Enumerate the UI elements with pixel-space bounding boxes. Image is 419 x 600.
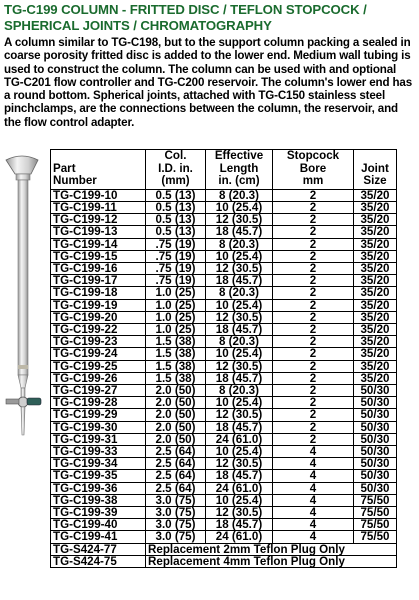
cell-joint: 35/20: [354, 201, 397, 213]
cell-length: 18 (45.7): [206, 519, 273, 531]
cell-joint: 35/20: [354, 263, 397, 275]
cell-bore: 4: [273, 446, 354, 458]
cell-bore: 2: [273, 250, 354, 262]
cell-joint: 35/20: [354, 275, 397, 287]
cell-joint: 50/30: [354, 385, 397, 397]
cell-bore: 2: [273, 275, 354, 287]
cell-length: 10 (25.4): [206, 299, 273, 311]
cell-column-id: 3.0 (75): [146, 494, 206, 506]
cell-length: 24 (61.0): [206, 531, 273, 543]
cell-column-id: 1.5 (38): [146, 360, 206, 372]
table-row: [51, 311, 397, 323]
table-row: [51, 421, 397, 433]
table-row: [51, 263, 397, 275]
cell-column-id: 2.0 (50): [146, 409, 206, 421]
table-row: [51, 385, 397, 397]
cell-joint: 35/20: [354, 238, 397, 250]
cell-joint: 50/30: [354, 421, 397, 433]
cell-column-id: 2.0 (50): [146, 433, 206, 445]
header-part-number: Part Number: [51, 150, 146, 190]
cell-part-number: TG-C199-10: [51, 189, 146, 201]
table-row: [51, 201, 397, 213]
cell-joint: 75/50: [354, 494, 397, 506]
cell-joint: 35/20: [354, 311, 397, 323]
cell-joint: 35/20: [354, 287, 397, 299]
cell-column-id: 1.5 (38): [146, 336, 206, 348]
cell-length: 8 (20.3): [206, 385, 273, 397]
product-title: [4, 2, 416, 34]
table-row: [51, 482, 397, 494]
table-row: [51, 360, 397, 372]
cell-column-id: 1.0 (25): [146, 324, 206, 336]
title-line-2: SPHERICAL JOINTS / CHROMATOGRAPHY: [4, 18, 272, 33]
table-row: [51, 287, 397, 299]
cell-length: 24 (61.0): [206, 482, 273, 494]
cell-joint: 35/20: [354, 189, 397, 201]
cell-column-id: 2.0 (50): [146, 385, 206, 397]
cell-bore: 2: [273, 409, 354, 421]
cell-part-number: TG-C199-20: [51, 311, 146, 323]
cell-bore: 4: [273, 507, 354, 519]
cell-column-id: 2.0 (50): [146, 421, 206, 433]
cell-length: 12 (30.5): [206, 214, 273, 226]
cell-bore: 2: [273, 336, 354, 348]
cell-bore: 2: [273, 238, 354, 250]
cell-length: 18 (45.7): [206, 372, 273, 384]
header-joint-size: Joint Size: [354, 150, 397, 190]
table-row: [51, 531, 397, 543]
cell-length: 8 (20.3): [206, 189, 273, 201]
cell-joint: 35/20: [354, 299, 397, 311]
cell-column-id: .75 (19): [146, 238, 206, 250]
cell-length: 8 (20.3): [206, 287, 273, 299]
cell-bore: 4: [273, 458, 354, 470]
cell-part-number: TG-C199-13: [51, 226, 146, 238]
table-row: [51, 226, 397, 238]
cell-part-number: TG-C199-29: [51, 409, 146, 421]
cell-bore: 2: [273, 421, 354, 433]
cell-length: 18 (45.7): [206, 470, 273, 482]
header-effective-length: Effective Length in. (cm): [206, 150, 273, 190]
cell-bore: 2: [273, 348, 354, 360]
cell-length: 8 (20.3): [206, 238, 273, 250]
table-footer-row: [51, 555, 397, 567]
cell-part-number: TG-C199-15: [51, 250, 146, 262]
cell-length: 10 (25.4): [206, 397, 273, 409]
cell-joint: 75/50: [354, 519, 397, 531]
cell-column-id: 2.5 (64): [146, 458, 206, 470]
cell-length: 12 (30.5): [206, 458, 273, 470]
cell-bore: 2: [273, 324, 354, 336]
cell-bore: 2: [273, 360, 354, 372]
cell-length: 18 (45.7): [206, 421, 273, 433]
cell-part-number: TG-C199-11: [51, 201, 146, 213]
cell-column-id: .75 (19): [146, 250, 206, 262]
cell-bore: 2: [273, 372, 354, 384]
cell-column-id: 0.5 (13): [146, 226, 206, 238]
cell-joint: 50/30: [354, 458, 397, 470]
cell-length: 12 (30.5): [206, 263, 273, 275]
cell-bore: 2: [273, 433, 354, 445]
cell-column-id: 3.0 (75): [146, 531, 206, 543]
cell-joint: 35/20: [354, 372, 397, 384]
table-row: [51, 324, 397, 336]
table-row: [51, 470, 397, 482]
cell-part-number: TG-C199-14: [51, 238, 146, 250]
table-footer-row: [51, 543, 397, 555]
cell-bore: 4: [273, 519, 354, 531]
cell-bore: 4: [273, 494, 354, 506]
cell-length: 18 (45.7): [206, 226, 273, 238]
table-row: [51, 458, 397, 470]
cell-column-id: 3.0 (75): [146, 519, 206, 531]
table-row: [51, 275, 397, 287]
cell-joint: 50/30: [354, 446, 397, 458]
cell-bore: 4: [273, 470, 354, 482]
cell-column-id: 2.0 (50): [146, 397, 206, 409]
cell-column-id: 3.0 (75): [146, 507, 206, 519]
cell-joint: 50/30: [354, 482, 397, 494]
table-row: [51, 189, 397, 201]
cell-column-id: 2.5 (64): [146, 446, 206, 458]
cell-joint: 35/20: [354, 250, 397, 262]
table-row: [51, 238, 397, 250]
cell-column-id: 0.5 (13): [146, 214, 206, 226]
cell-replacement-note: Replacement 4mm Teflon Plug Only: [146, 555, 397, 567]
table-row: [51, 494, 397, 506]
table-row: [51, 397, 397, 409]
cell-bore: 2: [273, 397, 354, 409]
cell-length: 12 (30.5): [206, 409, 273, 421]
table-header-row: [51, 150, 397, 190]
cell-length: 12 (30.5): [206, 311, 273, 323]
cell-part-number: TG-C199-22: [51, 324, 146, 336]
cell-joint: 35/20: [354, 348, 397, 360]
cell-replacement-note: Replacement 2mm Teflon Plug Only: [146, 543, 397, 555]
cell-length: 18 (45.7): [206, 275, 273, 287]
header-stopcock-bore: Stopcock Bore mm: [273, 150, 354, 190]
cell-bore: 2: [273, 214, 354, 226]
table-row: [51, 348, 397, 360]
cell-part-number: TG-C199-12: [51, 214, 146, 226]
cell-bore: 2: [273, 299, 354, 311]
chromatography-column-icon: [0, 150, 52, 450]
cell-joint: 75/50: [354, 507, 397, 519]
cell-length: 10 (25.4): [206, 348, 273, 360]
cell-joint: 75/50: [354, 531, 397, 543]
table-row: [51, 372, 397, 384]
table-row: [51, 214, 397, 226]
cell-column-id: 1.0 (25): [146, 311, 206, 323]
cell-column-id: 1.0 (25): [146, 299, 206, 311]
cell-part-number: TG-C199-34: [51, 458, 146, 470]
cell-bore: 2: [273, 287, 354, 299]
cell-column-id: 1.5 (38): [146, 372, 206, 384]
cell-part-number: TG-C199-33: [51, 446, 146, 458]
cell-joint: 35/20: [354, 226, 397, 238]
cell-part-number: TG-C199-41: [51, 531, 146, 543]
cell-column-id: .75 (19): [146, 275, 206, 287]
cell-bore: 2: [273, 201, 354, 213]
cell-joint: 50/30: [354, 433, 397, 445]
cell-part-number: TG-C199-38: [51, 494, 146, 506]
cell-joint: 50/30: [354, 470, 397, 482]
cell-bore: 2: [273, 226, 354, 238]
cell-bore: 4: [273, 531, 354, 543]
cell-column-id: 2.5 (64): [146, 482, 206, 494]
cell-bore: 2: [273, 189, 354, 201]
cell-part-number: TG-S424-77: [51, 543, 146, 555]
cell-part-number: TG-C199-40: [51, 519, 146, 531]
cell-part-number: TG-C199-19: [51, 299, 146, 311]
cell-part-number: TG-C199-39: [51, 507, 146, 519]
cell-part-number: TG-S424-75: [51, 555, 146, 567]
cell-joint: 50/30: [354, 409, 397, 421]
cell-bore: 2: [273, 263, 354, 275]
cell-length: 10 (25.4): [206, 446, 273, 458]
cell-length: 10 (25.4): [206, 250, 273, 262]
cell-part-number: TG-C199-16: [51, 263, 146, 275]
cell-bore: 2: [273, 311, 354, 323]
cell-part-number: TG-C199-24: [51, 348, 146, 360]
table-row: [51, 336, 397, 348]
cell-length: 8 (20.3): [206, 336, 273, 348]
cell-part-number: TG-C199-27: [51, 385, 146, 397]
cell-joint: 50/30: [354, 397, 397, 409]
cell-part-number: TG-C199-28: [51, 397, 146, 409]
table-row: [51, 519, 397, 531]
cell-column-id: 2.5 (64): [146, 470, 206, 482]
cell-column-id: 1.5 (38): [146, 348, 206, 360]
cell-part-number: TG-C199-31: [51, 433, 146, 445]
cell-part-number: TG-C199-23: [51, 336, 146, 348]
cell-length: 12 (30.5): [206, 507, 273, 519]
cell-column-id: 0.5 (13): [146, 201, 206, 213]
cell-length: 18 (45.7): [206, 324, 273, 336]
table-row: [51, 250, 397, 262]
table-row: [51, 507, 397, 519]
cell-column-id: 1.0 (25): [146, 287, 206, 299]
header-column-id: Col. I.D. in. (mm): [146, 150, 206, 190]
cell-part-number: TG-C199-17: [51, 275, 146, 287]
cell-part-number: TG-C199-26: [51, 372, 146, 384]
cell-joint: 35/20: [354, 324, 397, 336]
cell-bore: 2: [273, 385, 354, 397]
cell-joint: 35/20: [354, 336, 397, 348]
cell-bore: 4: [273, 482, 354, 494]
cell-length: 10 (25.4): [206, 494, 273, 506]
cell-length: 10 (25.4): [206, 201, 273, 213]
cell-part-number: TG-C199-35: [51, 470, 146, 482]
table-row: [51, 446, 397, 458]
cell-joint: 35/20: [354, 360, 397, 372]
cell-column-id: 0.5 (13): [146, 189, 206, 201]
cell-part-number: TG-C199-36: [51, 482, 146, 494]
table-row: [51, 433, 397, 445]
cell-length: 24 (61.0): [206, 433, 273, 445]
cell-column-id: .75 (19): [146, 263, 206, 275]
product-description: A column similar to TG-C198, but to the support column packing a sealed in coarse porosity fritted disc is added to the lower end. Medium wall tubing is used to construct the column. The column can be used with and optional TG-C201 flow controller and TG-C200 reservoir. The column's lower end has a round bottom. Spherical joints, attached with TG-C150 stainless steel pinchclamps, are the connections between the column, the reservoir, and the flow control adapter.: [4, 36, 412, 129]
table-row: [51, 409, 397, 421]
cell-part-number: TG-C199-25: [51, 360, 146, 372]
cell-length: 12 (30.5): [206, 360, 273, 372]
cell-part-number: TG-C199-30: [51, 421, 146, 433]
table-row: [51, 299, 397, 311]
title-line-1: TG-C199 COLUMN - FRITTED DISC / TEFLON STOPCOCK /: [4, 2, 367, 17]
parts-table: [50, 149, 397, 568]
cell-part-number: TG-C199-18: [51, 287, 146, 299]
cell-joint: 35/20: [354, 214, 397, 226]
